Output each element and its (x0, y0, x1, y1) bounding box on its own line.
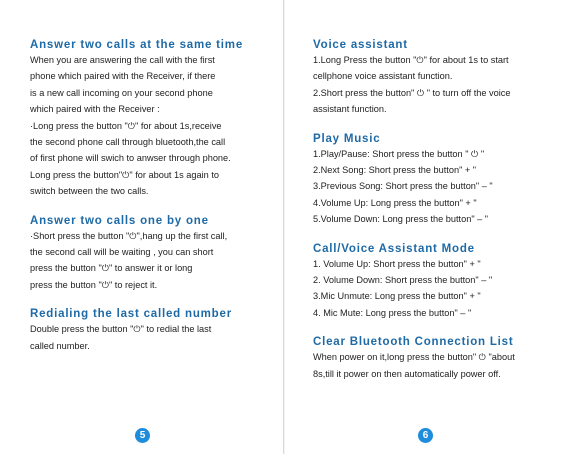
section-title-clear-bluetooth: Clear Bluetooth Connection List (313, 336, 514, 349)
list-item: 1.Long Press the button "⏻" for about 1s to start cellphone voice assistant function. (313, 55, 509, 82)
right-page (285, 0, 568, 454)
list-item: 2. Volume Down: Short press the button" – " (313, 275, 493, 286)
list-item: 3.Previous Song: Short press the button" – " (313, 181, 493, 192)
section-title-answer-two-calls-same-time: Answer two calls at the same time (30, 39, 244, 51)
play-music-list (313, 146, 554, 228)
list-item: 1. Volume Up: Short press the button" + " (313, 258, 481, 269)
right-page-content (313, 38, 554, 382)
list-item: 1.Play/Pause: Short press the button " ⏻ " (313, 148, 485, 159)
section-body-redial: Double press the button "⏻" to redial the last called number. (30, 324, 212, 351)
voice-assistant-list (313, 52, 554, 118)
section-title-redial: Redialing the last called number (30, 308, 232, 321)
section-body-answer-two-calls-same-time: When you are answering the call with the first phone which paired with the Receiver, if there is a new call incoming on your second phone which paired with the Receiver : ·Long press the button "⏻" for about 1s,receive the second phone call through bluetooth,the call of first phone will swich to anwser through phone. Long press the button"⏻" for about 1s again to switch between the two calls. (30, 55, 231, 197)
section-body-clear-bluetooth: When power on it,long press the button" ⏻ "about 8s,till it power on then automatically power off. (313, 352, 515, 379)
section-title-play-music: Play Music (313, 132, 381, 145)
list-item: 5.Volume Down: Long press the button" – " (313, 214, 489, 225)
list-item: 2.Next Song: Short press the button" + " (313, 165, 477, 176)
left-page-content (30, 38, 271, 354)
list-item: 4.Volume Up: Long press the button" + " (313, 197, 477, 208)
call-voice-mode-list (313, 256, 554, 322)
section-body-answer-two-calls-one-by-one: ·Short press the button "⏻",hang up the first call, the second call will be waiting , you can short press the button "⏻" to answer it or long press the button "⏻" to reject it. (30, 230, 228, 290)
section-title-voice-assistant: Voice assistant (313, 39, 408, 51)
section-title-call-voice-mode: Call/Voice Assistant Mode (313, 242, 475, 255)
list-item: 3.Mic Unmute: Long press the button" + " (313, 291, 481, 302)
list-item: 4. Mic Mute: Long press the button" – " (313, 307, 472, 318)
page-number-badge: 6 (418, 428, 433, 443)
list-item: 2.Short press the button" ⏻ " to turn off the voice assistant function. (313, 87, 511, 115)
section-title-answer-two-calls-one-by-one: Answer two calls one by one (30, 214, 209, 227)
page-number-badge: 5 (135, 428, 150, 443)
